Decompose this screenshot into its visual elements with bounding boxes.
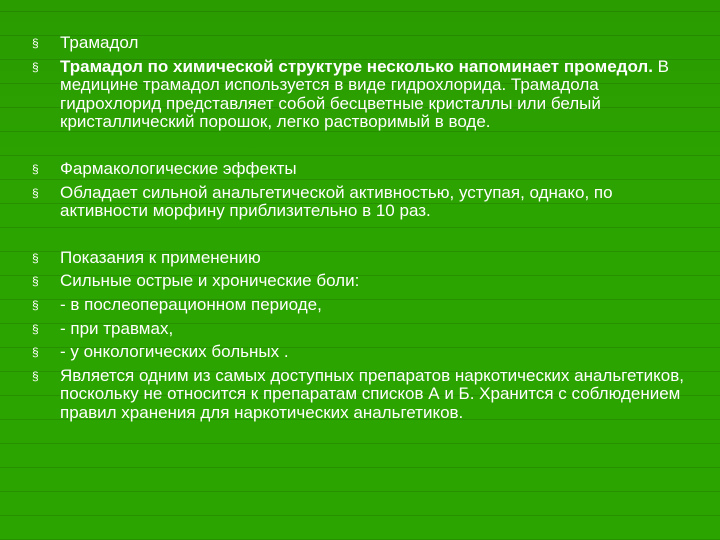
list-item-availability [32, 367, 702, 423]
list-item-pharm-effects [32, 184, 702, 221]
bullet-marker-icon: § [32, 250, 39, 265]
item-text: - у онкологических больных . [60, 342, 289, 362]
list-item-indications-heading [32, 249, 702, 268]
list-item-injuries [32, 320, 702, 339]
list-item-structure [32, 58, 702, 132]
list-item-pain [32, 272, 702, 291]
bullet-marker-icon: § [32, 59, 39, 74]
bullet-marker-icon: § [32, 36, 39, 50]
bullet-list [32, 34, 702, 428]
bullet-marker-icon: § [32, 321, 39, 336]
item-text: Является одним из самых доступных препаратов наркотических анальгетиков, поскольку не относится к препаратам списков А и Б. Хранится с соблюдением правил хранения для наркотических анальгетиков. [60, 365, 685, 422]
item-bold-text: Трамадол по химической структуре несколько напоминает промедол. [60, 56, 653, 76]
item-text: Показания к применению [60, 247, 261, 267]
list-item-pharm-effects-heading [32, 160, 702, 179]
bullet-marker-icon: § [32, 297, 39, 312]
list-item-postoperative [32, 296, 702, 315]
item-text: Трамадол [60, 33, 139, 52]
bullet-marker-icon: § [32, 274, 39, 289]
list-item-tramadol [32, 34, 702, 53]
bullet-marker-icon: § [32, 185, 39, 200]
item-text: Сильные острые и хронические боли: [60, 271, 360, 291]
bullet-marker-icon: § [32, 161, 39, 176]
item-text: В медицине трамадол используется в виде гидрохлорида. Трамадола гидрохлорид представляет собой бесцветные кристаллы или белый кристаллический порошок, легко растворимый в воде. [60, 56, 670, 132]
item-text: Фармакологические эффекты [60, 158, 297, 178]
bullet-marker-icon: § [32, 368, 39, 383]
list-item-oncology [32, 343, 702, 362]
item-text: - при травмах, [60, 318, 174, 338]
item-text: - в послеоперационном периоде, [60, 294, 322, 314]
item-text: Обладает сильной анальгетической активностью, уступая, однако, по активности морфину приблизительно в 10 раз. [60, 182, 613, 221]
bullet-marker-icon: § [32, 345, 39, 360]
